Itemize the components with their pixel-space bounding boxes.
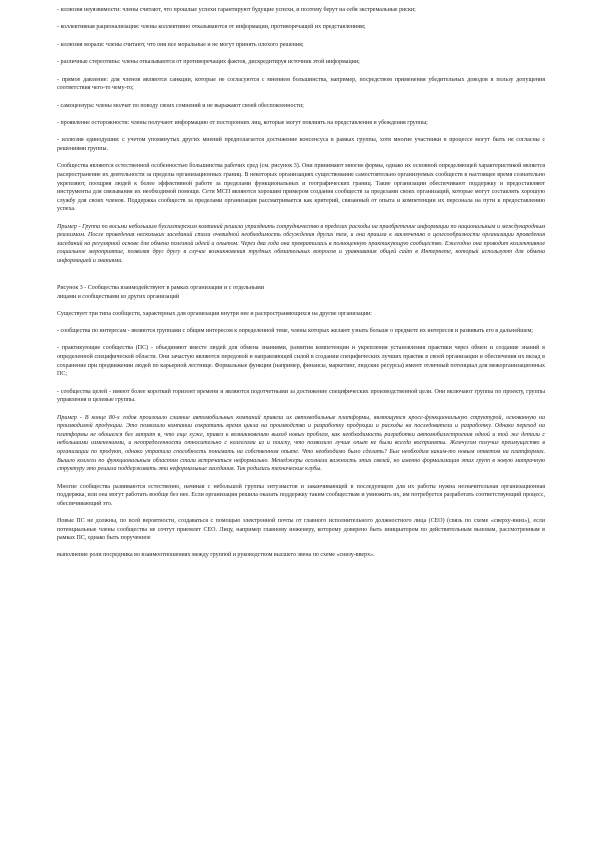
bullet-item: - коллективная рационализация: члены коллективно отказываются от информации, противоречащей их представлениям; (57, 24, 366, 31)
figure-caption-line: Рисунок 3 - Сообщества взаимодействуют в рамках организации и с отдельными (57, 285, 265, 292)
figure-caption (57, 284, 545, 301)
paragraph-many-communities: Многие сообщества развиваются естественно, начиная с небольшой группы энтузиастов и заканчивающей в последующем для их работы нужна незначительная организационная поддержка, или она могут работать вообще без нее. Если организация решила оказать поддержку таким сообществам и умножить их, им потребуется разработать соответствующий процесс, обеспечивающий это. (57, 483, 545, 507)
paragraph-last: выполнение роли посредника во взаимоотношениях между группой и руководством высшего звена по схеме «снизу-вверх». (57, 551, 375, 558)
bullet-item: - сообщества целей - имеют более короткий горизонт времени и являются подотчетными за достижение специфических производственной цели. Они включают группы по проекту, группы управления и целевые группы. (57, 388, 545, 404)
bullet-item: - сообщества по интересам - являются группами с общим интересом к определенной теме, члены которых желают узнать больше о предмете их интересов и развивать его в дальнейшем; (57, 328, 533, 335)
paragraph-communities: Сообщества являются естественной особенностью большинства рабочих сред (см. рисунок 3). Они принимают многие формы, однако их основной определяющей характеристикой является распространение их деятельности за пределы организационных границ. В некоторых организациях существование самостоятельно организуемых сообществ в настоящее время сознательно укрепляют, поощряя людей к более эффективной работе за пределами функциональных и географических границ. Такие организации обеспечивают поддержку и предоставляют инструменты для связывания их необходимой помощи. Сети МСП являются хорошим примером создания сообществ за пределами своих организаций, которые могут составлять хорошую службу для своих членов. Поддержка сообществ за пределами организации рассматривается как критерий, связанный от опыта и компетенции их персонала на пути к предоставлению успеха. (57, 163, 545, 213)
bullet-item: - самоцензура: члены молчат по поводу своих сомнений и не выражают своей обеспокоенности; (57, 102, 304, 109)
bullet-item: - различные стереотипы: члены отказываются от противоречащих фактов, дискредитируя источник этой информации; (57, 59, 360, 66)
bullet-item: - иллюзия морали: члены считают, что они все моральные и не могут принять плохого решения; (57, 41, 304, 48)
paragraph-new-ps: Новые ПС не должны, по всей вероятности, создаваться с помощью электронной почты от главного исполнительного должностного лица (CEO) (связь по схеме «сверху-вниз»), если потенциальные члены сообщества не сочтут приемлет CEO. Лицу, например главному инженеру, которому доверено быть инициатором по действительным вызовам, рассмотренным в рамках ПС, однако быть порученное (57, 518, 545, 542)
bullet-item: - практикующие сообщества (ПС) - объединяют вместе людей для обмена знаниями, развития компетенции и укрепления установления практики через обмен и создание знаний в определенной специфической области. Они зачастую являются передовой и направляющей силой в создании специфических лучших практик в своей организации и обеспечения их вклад в сохранение при продвижении людей по карьерной лестнице. Формальные функции (например, финансы, маркетинг, людские ресурсы) имеют отличный потенциал для межорганизационных ПС; (57, 345, 545, 378)
figure-caption-line: лицами и сообществами из других организаций (57, 294, 180, 301)
bullet-item: - прямое давление: для членов являются санкции, которые не согласуются с мнением большинства, например, посредством применения убедительных доводов в пользу допущения соответствия чего-то чему-то; (57, 76, 545, 92)
example-paragraph: Пример - Группа по восьми небольшим бухгалтерским компаний решила упразднить сотрудничество в пределах расходы на приобретение информации по национальным и международным реализмам. После проведения нескольких заседаний стала очевидной необходимость обсуждения других тем, и она пришла к заключению о целесообразности организации проведения заседаний на регулярной основе для обмена полезной идеей и опытом. Через два года она превратилась в полноценную практикующую сообщество. Ежегодно она проводит коллективное социальное мероприятие, позволяя друг другу в случае возникновения трудных обязательных вопросов и уравнивания общей сайт в Интернете, который используют для обмена информацией и знаниями. (57, 223, 545, 265)
paragraph-intro-types: Существует три типа сообществ, характерных для организации внутри нее и распространяющихся на другие организации: (57, 310, 372, 317)
bullet-item: - иллюзия неуязвимости: члены считают, что прошлые успехи гарантируют будущие успехи, и поэтому берут на себя экстремальные риски; (57, 7, 416, 13)
document-page (57, 6, 545, 568)
example-paragraph: Пример - В конце 80-х годов произошло слияние автомобильных компаний привели их автомобильные платформы, являющуюся кросс-функциональную структурой, основанную на производимой продукции. Это позволило компании сократить время цикла на производство и разработку продукции и расходы на последователи и разработку. Однако переход на платформы не обошелся без затрат в, что еще хуже, привел к возникновению выход новых проблем, как необходимость разработки автомобилестроения одной и той же детали с небольшими изменениями, и неопределенности относительно с коллегами из и поиску, что позволило лучше опыт не были всегда восприняты. Жемчугом получил преимущество в организации по продукт, однако утратила способность понимать на собственном опыте. Что необходимо было сделать? Был необходим каким-то новым ответом на платформах. Вышло коллеги по функциональным областям стали встречаться неформально. Менеджеры осознали важность этих связей, но именно формализация этих групп в новую матричную структуру это решила поддерживать эти неформальные заседания. Так родились технические клубы. (57, 414, 545, 473)
bullet-item: - иллюзия единодушия: с учетом упомянутых других мнений предполагается достижение консенсуса в рамках группы, хотя многие участники в процессе могут быть не согласны с решениями группы. (57, 137, 545, 152)
bullet-item: - проявление осторожности: члены получают информацию от посторонних лиц, которые могут повлиять на представления и убеждения группы; (57, 119, 428, 126)
